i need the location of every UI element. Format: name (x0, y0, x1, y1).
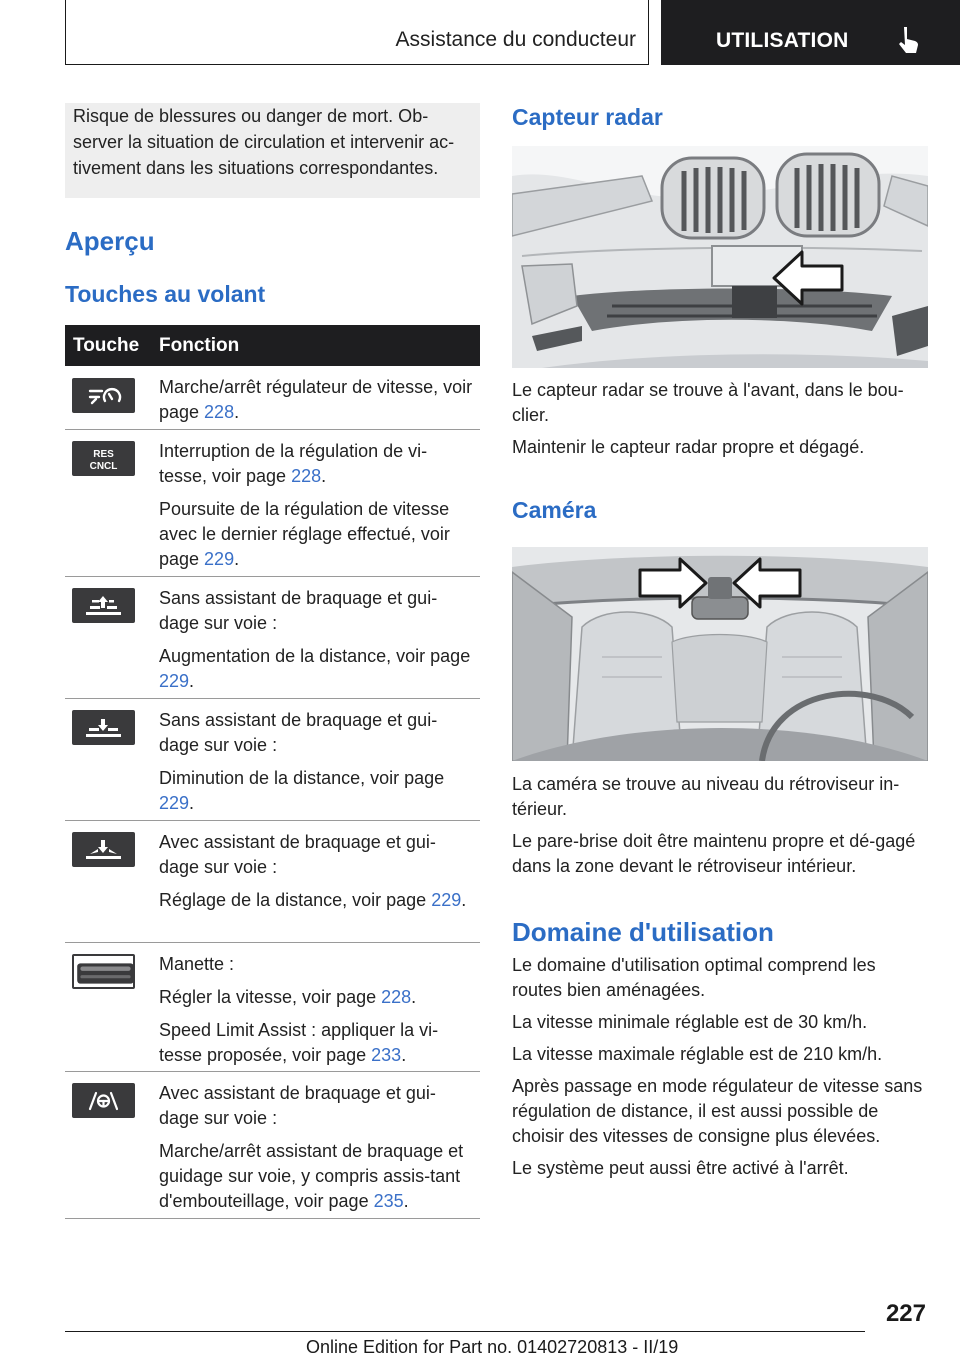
distance-setting-icon (72, 832, 135, 867)
page-number: 227 (885, 1300, 926, 1327)
page-link[interactable]: 233 (371, 1045, 402, 1065)
row-function: Sans assistant de braquage et gui-dage sur voie : Diminution de la distance, voir page 229. (159, 710, 445, 813)
row-function: Avec assistant de braquage et gui-dage sur voie : Réglage de la distance, voir page 229. (159, 832, 467, 910)
page-link[interactable]: 228 (381, 987, 412, 1007)
col-header-function: Fonction (159, 335, 240, 356)
header-left-border (65, 0, 66, 65)
table-row (65, 1072, 480, 1219)
steering-wheel-buttons-heading: Touches au volant (65, 281, 266, 307)
edition-info: Online Edition for Part no. 01402720813 - II/19 (306, 1337, 679, 1357)
page-link[interactable]: 235 (373, 1191, 404, 1211)
distance-increase-icon (72, 588, 135, 623)
table-row (65, 821, 480, 943)
row-function: Avec assistant de braquage et gui-dage sur voie : Marche/arrêt assistant de braquage et guidage sur voie, y compris assis-tant d'embouteillage, voir page 235. (159, 1083, 464, 1211)
table-row (65, 699, 480, 821)
domain-heading: Domaine d'utilisation (512, 917, 774, 947)
svg-text:RES: RES (93, 449, 114, 460)
camera-heading: Caméra (512, 497, 597, 523)
table-header (65, 325, 480, 366)
table-row (65, 430, 480, 577)
warning-box (65, 103, 480, 198)
page-link[interactable]: 229 (431, 890, 462, 910)
overview-heading: Aperçu (65, 226, 155, 256)
page-link[interactable]: 228 (204, 402, 235, 422)
radar-description: Le capteur radar se trouve à l'avant, dans le bou-clier. Maintenir le capteur radar propre et dégagé. (512, 380, 904, 457)
rocker-switch-icon (72, 954, 135, 989)
radar-heading: Capteur radar (512, 104, 663, 130)
section-title: Assistance du conducteur (395, 28, 636, 51)
svg-text:CNCL: CNCL (89, 461, 118, 472)
page-link[interactable]: 229 (159, 793, 190, 813)
warning-text: Risque de blessures ou danger de mort. Ob-server la situation de circulation et intervenir ac-tivement dans les situations correspondantes. (73, 106, 455, 178)
row-function: Sans assistant de braquage et gui-dage sur voie : Augmentation de la distance, voir page 229. (159, 588, 471, 691)
footer-rule (65, 1331, 865, 1332)
row-function: Interruption de la régulation de vi-tesse, voir page 228. Poursuite de la régulation de vitesse avec le dernier réglage effectué, voir page 229. (159, 441, 450, 569)
cruise-control-onoff-icon (72, 378, 135, 413)
row-function: Manette : Régler la vitesse, voir page 228. Speed Limit Assist : appliquer la vi-tesse proposée, voir page 233. (159, 954, 439, 1065)
chapter-tab[interactable] (661, 0, 960, 65)
page-link[interactable]: 229 (204, 549, 235, 569)
table-row (65, 943, 480, 1072)
page-link[interactable]: 228 (291, 466, 322, 486)
steering-assist-icon (72, 1083, 135, 1118)
header-right-border (648, 0, 649, 65)
chapter-tab-label: UTILISATION (716, 29, 849, 52)
table-row (65, 366, 480, 430)
domain-description: Le domaine d'utilisation optimal comprend les routes bien aménagées. La vitesse minimale réglable est de 30 km/h. La vitesse maximale réglable est de 210 km/h. Après passage en mode régulateur de vitesse sans régulation de distance, il est aussi possible de choisir des vitesses de consigne plus élevées. Le système peut aussi être activé à l'arrêt. (512, 955, 923, 1178)
row-function: Marche/arrêt régulateur de vitesse, voir page 228. (159, 377, 473, 422)
radar-sensor-image (512, 146, 928, 368)
buttons-table (65, 325, 480, 1219)
camera-description: La caméra se trouve au niveau du rétroviseur in-térieur. Le pare-brise doit être maintenu propre et dé-gagé dans la zone devant le rétroviseur intérieur. (512, 774, 916, 876)
header-underline (65, 64, 649, 65)
page-link[interactable]: 229 (159, 671, 190, 691)
distance-decrease-icon (72, 710, 135, 745)
hand-pointer-icon (895, 25, 921, 55)
table-row (65, 577, 480, 699)
res-cncl-icon (72, 441, 135, 476)
col-header-key: Touche (73, 335, 140, 356)
camera-image (512, 547, 928, 761)
